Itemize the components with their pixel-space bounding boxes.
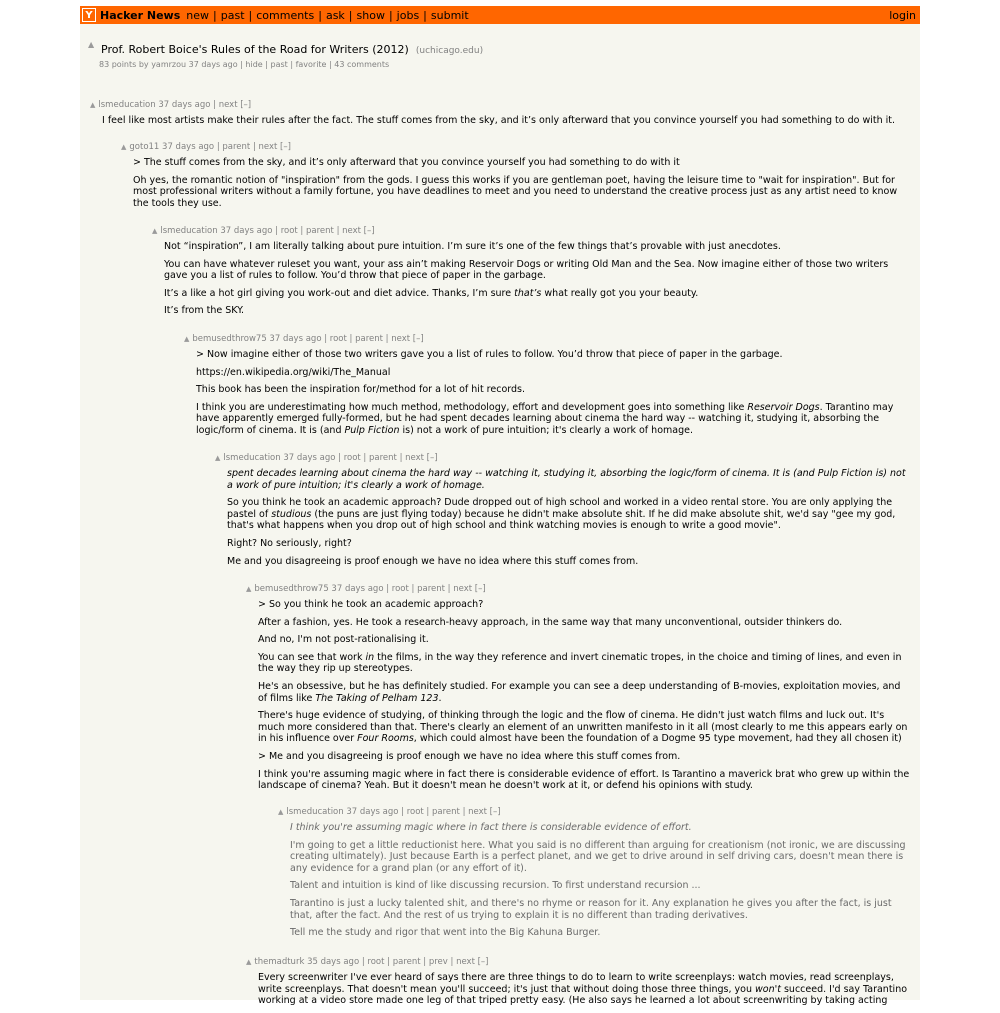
upvote-icon[interactable]: ▲ (215, 454, 221, 462)
comment (121, 141, 910, 215)
comment-paragraph: I think you're assuming magic where in fact there is considerable evidence of effort. (290, 822, 692, 833)
comment-paragraph: Tell me the study and rigor that went into the Big Kahuna Burger. (290, 927, 601, 939)
comment-meta (246, 583, 910, 595)
comment-paragraph: Tarantino is just a lucky talented shit, and there's no rhyme or reason for it. Any explanation he gives you after the fact, is just that, after the fact. And the rest of us trying to explain it is no different than trading derivatives. (290, 897, 892, 921)
comment-meta-text[interactable]: lsmeducation 37 days ago | root | parent | next [–] (160, 226, 375, 236)
hn-logo-icon[interactable]: Y (82, 8, 96, 22)
comment-meta-text[interactable]: goto11 37 days ago | parent | next [–] (129, 142, 291, 152)
comment-meta (152, 225, 910, 237)
comment (246, 583, 910, 798)
comment-body (258, 972, 910, 1007)
upvote-icon[interactable]: ▲ (184, 335, 190, 343)
comment-paragraph: He's an obsessive, but he has definitely studied. For example you can see a deep understanding of B-movies, exploitation movies, and of films like The Taking of Pelham 123. (258, 680, 901, 704)
comment-paragraph: I think you're assuming magic where in fact there is considerable evidence of effort. Is Tarantino a maverick brat who grew up within the landscape of cinema? Yeah. But it doesn't mean he doesn't work at it, or defend his opinions with study. (258, 768, 910, 792)
story-domain[interactable]: (uchicago.edu) (415, 46, 484, 56)
story (80, 24, 920, 69)
login-link[interactable]: login (889, 8, 916, 22)
comment-paragraph: You can have whatever ruleset you want, your ass ain’t making Reservoir Dogs or writing Old Man and the Sea. Now imagine either of those two writers gave you a list of rules to follow. You’d throw that piece of paper in the garbage. (164, 258, 889, 282)
comment-meta-text[interactable]: lsmeducation 37 days ago | root | parent | next [–] (223, 453, 438, 463)
comment-paragraph: There's huge evidence of studying, of thinking through the logic and the flow of cinema. He didn't just watch films and luck out. It's much more considered than that. There's clearly an element of an unwritten manifesto in it all (most clearly to me this appears early on in his influence over Four Rooms, which could almost have been the foundation of a Dogme 95 type movement, had they all chosen it) (258, 710, 908, 745)
comment-paragraph (196, 367, 910, 379)
comment-paragraph: > Now imagine either of those two writers gave you a list of rules to follow. You’d throw that piece of paper in the garbage. (196, 349, 783, 360)
comment-body (196, 349, 910, 437)
upvote-icon[interactable]: ▲ (246, 958, 252, 966)
comment-body (133, 157, 910, 209)
nav-jobs[interactable]: jobs (396, 8, 420, 22)
comment-meta-text[interactable]: bemusedthrow75 37 days ago | root | parent | next [–] (254, 584, 486, 594)
comment-paragraph: > So you think he took an academic approach? (258, 599, 484, 610)
comment-paragraph: So you think he took an academic approach? Dude dropped out of high school and worked in a video rental store. You are only applying the pastel of studious (the puns are just flying today) because he didn't make absolute shit. If he did make absolute shit, we'd say "gee my god, that's what happens when you drop out of high school and think watching movies is enough to write a good movie". (227, 497, 896, 532)
comment-body (102, 115, 910, 127)
comment (90, 99, 910, 133)
nav-links: new | past | comments | ask | show | jobs | submit (186, 8, 469, 22)
comment-paragraph: I'm going to get a little reductionist here. What you said is no different than arguing for creationism (not ironic, we are discussing creating ultimately). Just because Earth is a perfect planet, and we get to drive around in self driving cars, doesn't mean there is any evidence for a grand plan (or any effort of it). (290, 839, 906, 874)
comment-paragraph: It’s a like a hot girl giving you work-out and diet advice. Thanks, I’m sure that’s what really got you your beauty. (164, 287, 699, 299)
comment-meta-text[interactable]: lsmeducation 37 days ago | next [–] (98, 100, 252, 110)
comment (278, 806, 910, 945)
comment-meta-text[interactable]: lsmeducation 37 days ago | root | parent | next [–] (286, 807, 501, 817)
nav-comments[interactable]: comments (256, 8, 315, 22)
comment-meta (215, 452, 910, 464)
comment-paragraph: Me and you disagreeing is proof enough we have no idea where this stuff comes from. (227, 555, 639, 567)
nav-show[interactable]: show (356, 8, 385, 22)
comment-paragraph: Right? No seriously, right? (227, 537, 352, 549)
upvote-icon[interactable]: ▲ (121, 143, 127, 151)
comment-meta (246, 956, 910, 968)
comment-paragraph: > The stuff comes from the sky, and it’s only afterward that you convince yourself you had something to do with it (133, 157, 680, 168)
comment-meta (90, 99, 910, 111)
comment-paragraph: Talent and intuition is kind of like discussing recursion. To first understand recursion ... (290, 880, 701, 892)
comment-paragraph: You can see that work in the films, in the way they reference and invert cinematic tropes, in the choice and timing of lines, and even in the way they rip up stereotypes. (258, 651, 902, 675)
upvote-icon[interactable]: ▲ (246, 585, 252, 593)
comment-paragraph: Oh yes, the romantic notion of "inspiration" from the gods. I guess this works if you are gentleman poet, having the leisure time to "wait for inspiration". But for most professional writers without a family fortune, you have deadlines to meet and you need to understand the creative process just as any artist need to know the tools they use. (133, 174, 898, 209)
nav-ask[interactable]: ask (325, 8, 345, 22)
comment-meta-text[interactable]: themadturk 35 days ago | root | parent | prev | next [–] (254, 957, 489, 967)
upvote-icon[interactable]: ▲ (88, 40, 95, 49)
comment-paragraph: Every screenwriter I've ever heard of says there are three things to do to learn to write screenplays: watch movies, read screenplays, write screenplays. That doesn't mean you'll succeed; it's just that without doing those three things, you won't succeed. I'd say Tarantino working at a video store made one leg of that triped pretty easy. (He also says he learned a lot about screenwriting by taking acting (258, 972, 908, 1007)
comment-meta (184, 333, 910, 345)
comment-meta (121, 141, 910, 153)
comment-paragraph: spent decades learning about cinema the hard way -- watching it, studying it, absorbing the logic/form of cinema. It is (and Pulp Fiction is) not a work of pure intuition; it's clearly a work of homage. (227, 468, 906, 491)
comment (152, 225, 910, 323)
comment-meta (278, 806, 910, 818)
upvote-icon[interactable]: ▲ (152, 227, 158, 235)
comment-paragraph: After a fashion, yes. He took a research-heavy approach, in the same way that many unconventional, outsider thinkers do. (258, 616, 843, 628)
comment-paragraph: And no, I'm not post-rationalising it. (258, 634, 429, 646)
page (80, 6, 920, 1007)
comment-meta-text[interactable]: bemusedthrow75 37 days ago | root | parent | next [–] (192, 334, 424, 344)
comment-body (258, 599, 910, 792)
comment-link[interactable]: https://en.wikipedia.org/wiki/The_Manual (196, 366, 391, 378)
comment-paragraph: I think you are underestimating how much method, methodology, effort and development goes into something like Reservoir Dogs. Tarantino may have apparently emerged fully-formed, but he had spent decades learning about cinema the hard way -- watching it, studying it, absorbing the logic/form of cinema. It is (and Pulp Fiction is) not a work of pure intuition; it's clearly a work of homage. (196, 401, 894, 436)
top-bar (80, 6, 920, 24)
comment (184, 333, 910, 443)
story-title[interactable]: Prof. Robert Boice's Rules of the Road for Writers (2012) (101, 43, 409, 56)
upvote-icon[interactable]: ▲ (90, 101, 96, 109)
comment-body (290, 822, 910, 939)
nav-submit[interactable]: submit (430, 8, 469, 22)
comment-paragraph: This book has been the inspiration for/method for a lot of hit records. (196, 384, 526, 396)
upvote-icon[interactable]: ▲ (278, 808, 284, 816)
nav-new[interactable]: new (186, 8, 210, 22)
site-name[interactable]: Hacker News (100, 8, 181, 22)
nav-past[interactable]: past (220, 8, 245, 22)
comment-paragraph: I feel like most artists make their rules after the fact. The stuff comes from the sky, and it’s only afterward that you convince yourself you had something to do with it. (102, 115, 896, 126)
comment-paragraph: > Me and you disagreeing is proof enough we have no idea where this stuff comes from. (258, 750, 681, 762)
story-subtext[interactable]: 83 points by yamrzou 37 days ago | hide | past | favorite | 43 comments (99, 60, 390, 69)
comment-body (164, 241, 910, 317)
comment-body (227, 468, 910, 567)
comment (246, 956, 910, 1013)
comment (215, 452, 910, 573)
comment-paragraph: It’s from the SKY. (164, 305, 245, 317)
comment-paragraph: Not “inspiration”, I am literally talking about pure intuition. I’m sure it’s one of the few things that’s provable with just anecdotes. (164, 241, 781, 252)
